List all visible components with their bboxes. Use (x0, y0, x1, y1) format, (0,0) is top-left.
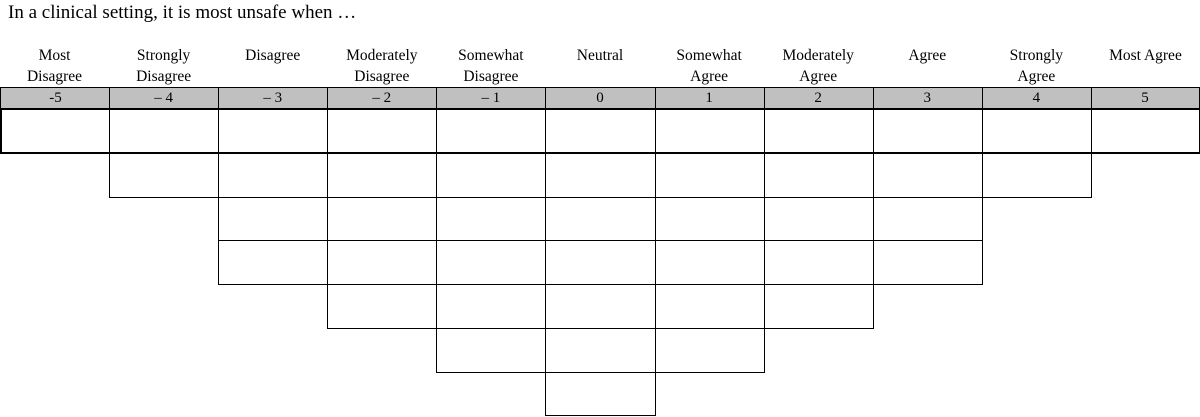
score-divider (545, 87, 546, 109)
column-label (218, 45, 327, 87)
sort-slot[interactable] (545, 109, 656, 154)
column-label (327, 45, 436, 87)
column-label-text: Most Disagree (26, 47, 83, 85)
sort-slot[interactable] (873, 197, 983, 241)
sort-slot[interactable] (545, 372, 656, 416)
sort-slot[interactable] (655, 197, 765, 241)
sort-slot[interactable] (109, 153, 219, 198)
sort-slot[interactable] (218, 240, 328, 285)
column-label (982, 45, 1091, 87)
sort-slot[interactable] (655, 153, 765, 198)
column-label-text: Strongly Disagree (136, 47, 192, 85)
score-divider (655, 87, 656, 109)
sort-slot[interactable] (545, 153, 656, 198)
column-label (545, 45, 654, 87)
sort-slot[interactable] (436, 197, 546, 241)
column-label (1091, 45, 1200, 87)
column-label-text: Moderately Disagree (346, 47, 418, 85)
column-label (436, 45, 545, 87)
column-label (109, 45, 218, 87)
score-value: 3 (873, 87, 982, 109)
sort-slot[interactable] (0, 109, 110, 154)
column-label-text: Somewhat Agree (676, 47, 742, 85)
column-label-text: Disagree (245, 47, 301, 64)
prompt-text: In a clinical setting, it is most unsafe when … (8, 2, 357, 23)
sort-slot[interactable] (764, 153, 874, 198)
score-divider (327, 87, 328, 109)
score-value: 1 (655, 87, 764, 109)
sort-slot[interactable] (436, 109, 546, 154)
sort-slot[interactable] (764, 109, 874, 154)
sort-slot[interactable] (218, 197, 328, 241)
sort-slot[interactable] (655, 240, 765, 285)
sort-slot[interactable] (764, 284, 874, 329)
sort-slot[interactable] (545, 328, 656, 373)
score-divider (1091, 87, 1092, 109)
sort-slot[interactable] (1091, 109, 1200, 154)
sort-slot[interactable] (109, 109, 219, 154)
score-divider (764, 87, 765, 109)
sort-slot[interactable] (873, 153, 983, 198)
sort-slot[interactable] (982, 109, 1092, 154)
score-bar (0, 87, 1200, 109)
score-divider (436, 87, 437, 109)
score-divider (109, 87, 110, 109)
sort-slot[interactable] (545, 284, 656, 329)
sort-slot[interactable] (436, 328, 546, 373)
score-divider (873, 87, 874, 109)
sort-slot[interactable] (327, 284, 437, 329)
score-value: 4 (982, 87, 1091, 109)
sort-slot[interactable] (764, 240, 874, 285)
sort-slot[interactable] (327, 109, 437, 154)
score-value: – 1 (436, 87, 545, 109)
score-value: 0 (545, 87, 654, 109)
score-value: 5 (1091, 87, 1200, 109)
score-divider (982, 87, 983, 109)
score-divider (218, 87, 219, 109)
column-label (655, 45, 764, 87)
column-label (764, 45, 873, 87)
score-value: – 2 (327, 87, 436, 109)
score-value: – 3 (218, 87, 327, 109)
column-label (0, 45, 109, 87)
sort-slot[interactable] (218, 109, 328, 154)
sort-slot[interactable] (873, 109, 983, 154)
sort-slot[interactable] (327, 153, 437, 198)
sort-slot[interactable] (655, 328, 765, 373)
sort-slot[interactable] (655, 284, 765, 329)
sort-slot[interactable] (327, 240, 437, 285)
column-label-text: Agree (908, 47, 947, 64)
column-label-text: Strongly Agree (1009, 47, 1064, 85)
column-label (873, 45, 982, 87)
score-value: – 4 (109, 87, 218, 109)
sort-slot[interactable] (436, 284, 546, 329)
score-value: -5 (0, 87, 110, 109)
column-label-text: Somewhat Disagree (458, 47, 524, 85)
score-value: 2 (764, 87, 873, 109)
sort-slot[interactable] (327, 197, 437, 241)
sort-slot[interactable] (218, 153, 328, 198)
sort-slot[interactable] (655, 109, 765, 154)
sort-slot[interactable] (873, 240, 983, 285)
column-label-text: Most Agree (1109, 47, 1182, 64)
sort-slot[interactable] (436, 240, 546, 285)
sort-slot[interactable] (764, 197, 874, 241)
column-label-text: Moderately Agree (782, 47, 854, 85)
sort-slot[interactable] (436, 153, 546, 198)
sort-slot[interactable] (545, 197, 656, 241)
column-label-text: Neutral (576, 47, 624, 64)
sort-slot[interactable] (545, 240, 656, 285)
sort-slot[interactable] (982, 153, 1092, 198)
